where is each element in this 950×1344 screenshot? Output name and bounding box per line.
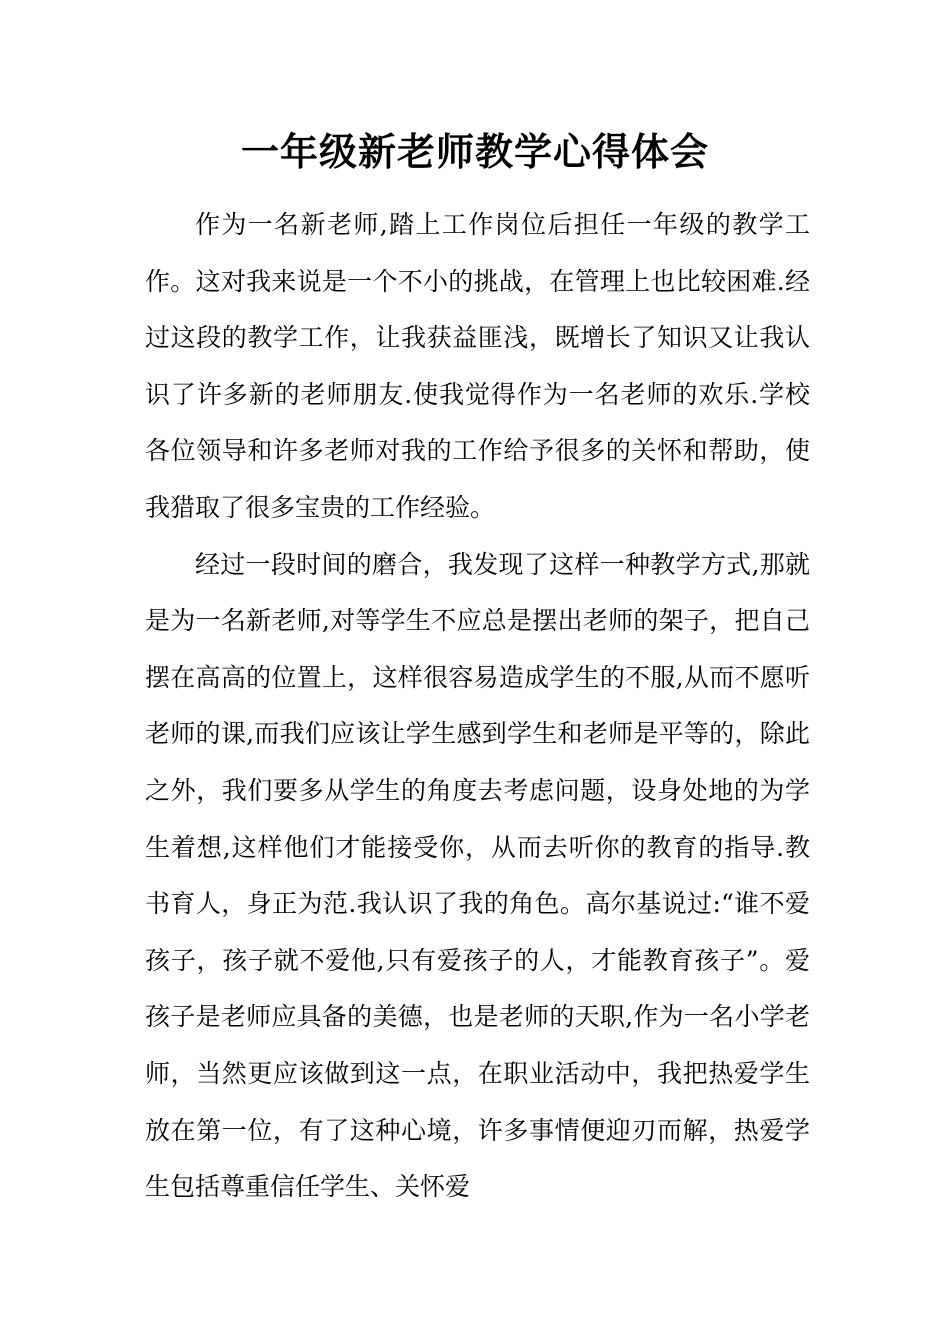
document-body — [145, 197, 810, 1216]
paragraph-1: 作为一名新老师,踏上工作岗位后担任一年级的教学工作。这对我来说是一个不小的挑战，在管理上也比较困难.经过这段的教学工作，让我获益匪浅，既增长了知识又让我认识了许多新的老师朋友.使我觉得作为一名老师的欢乐.学校各位领导和许多老师对我的工作给予很多的关怀和帮助，使我猎取了很多宝贵的工作经验。 — [145, 210, 810, 522]
paragraph-2: 经过一段时间的磨合，我发现了这样一种教学方式,那就是为一名新老师,对等学生不应总是摆出老师的架子，把自己摆在高高的位置上，这样很容易造成学生的不服,从而不愿听老师的课,而我们应该让学生感到学生和老师是平等的，除此之外，我们要多从学生的角度去考虑问题，设身处地的为学生着想,这样他们才能接受你，从而去听你的教育的指导.教书育人，身正为范.我认识了我的角色。高尔基说过:“谁不爱孩子，孩子就不爱他,只有爱孩子的人，才能教育孩子”。爱孩子是老师应具备的美德，也是老师的天职,作为一名小学老师，当然更应该做到这一点，在职业活动中，我把热爱学生放在第一位，有了这种心境，许多事情便迎刃而解，热爱学生包括尊重信任学生、关怀爱 — [145, 549, 810, 1202]
document-title: 一年级新老师教学心得体会 — [240, 129, 709, 174]
